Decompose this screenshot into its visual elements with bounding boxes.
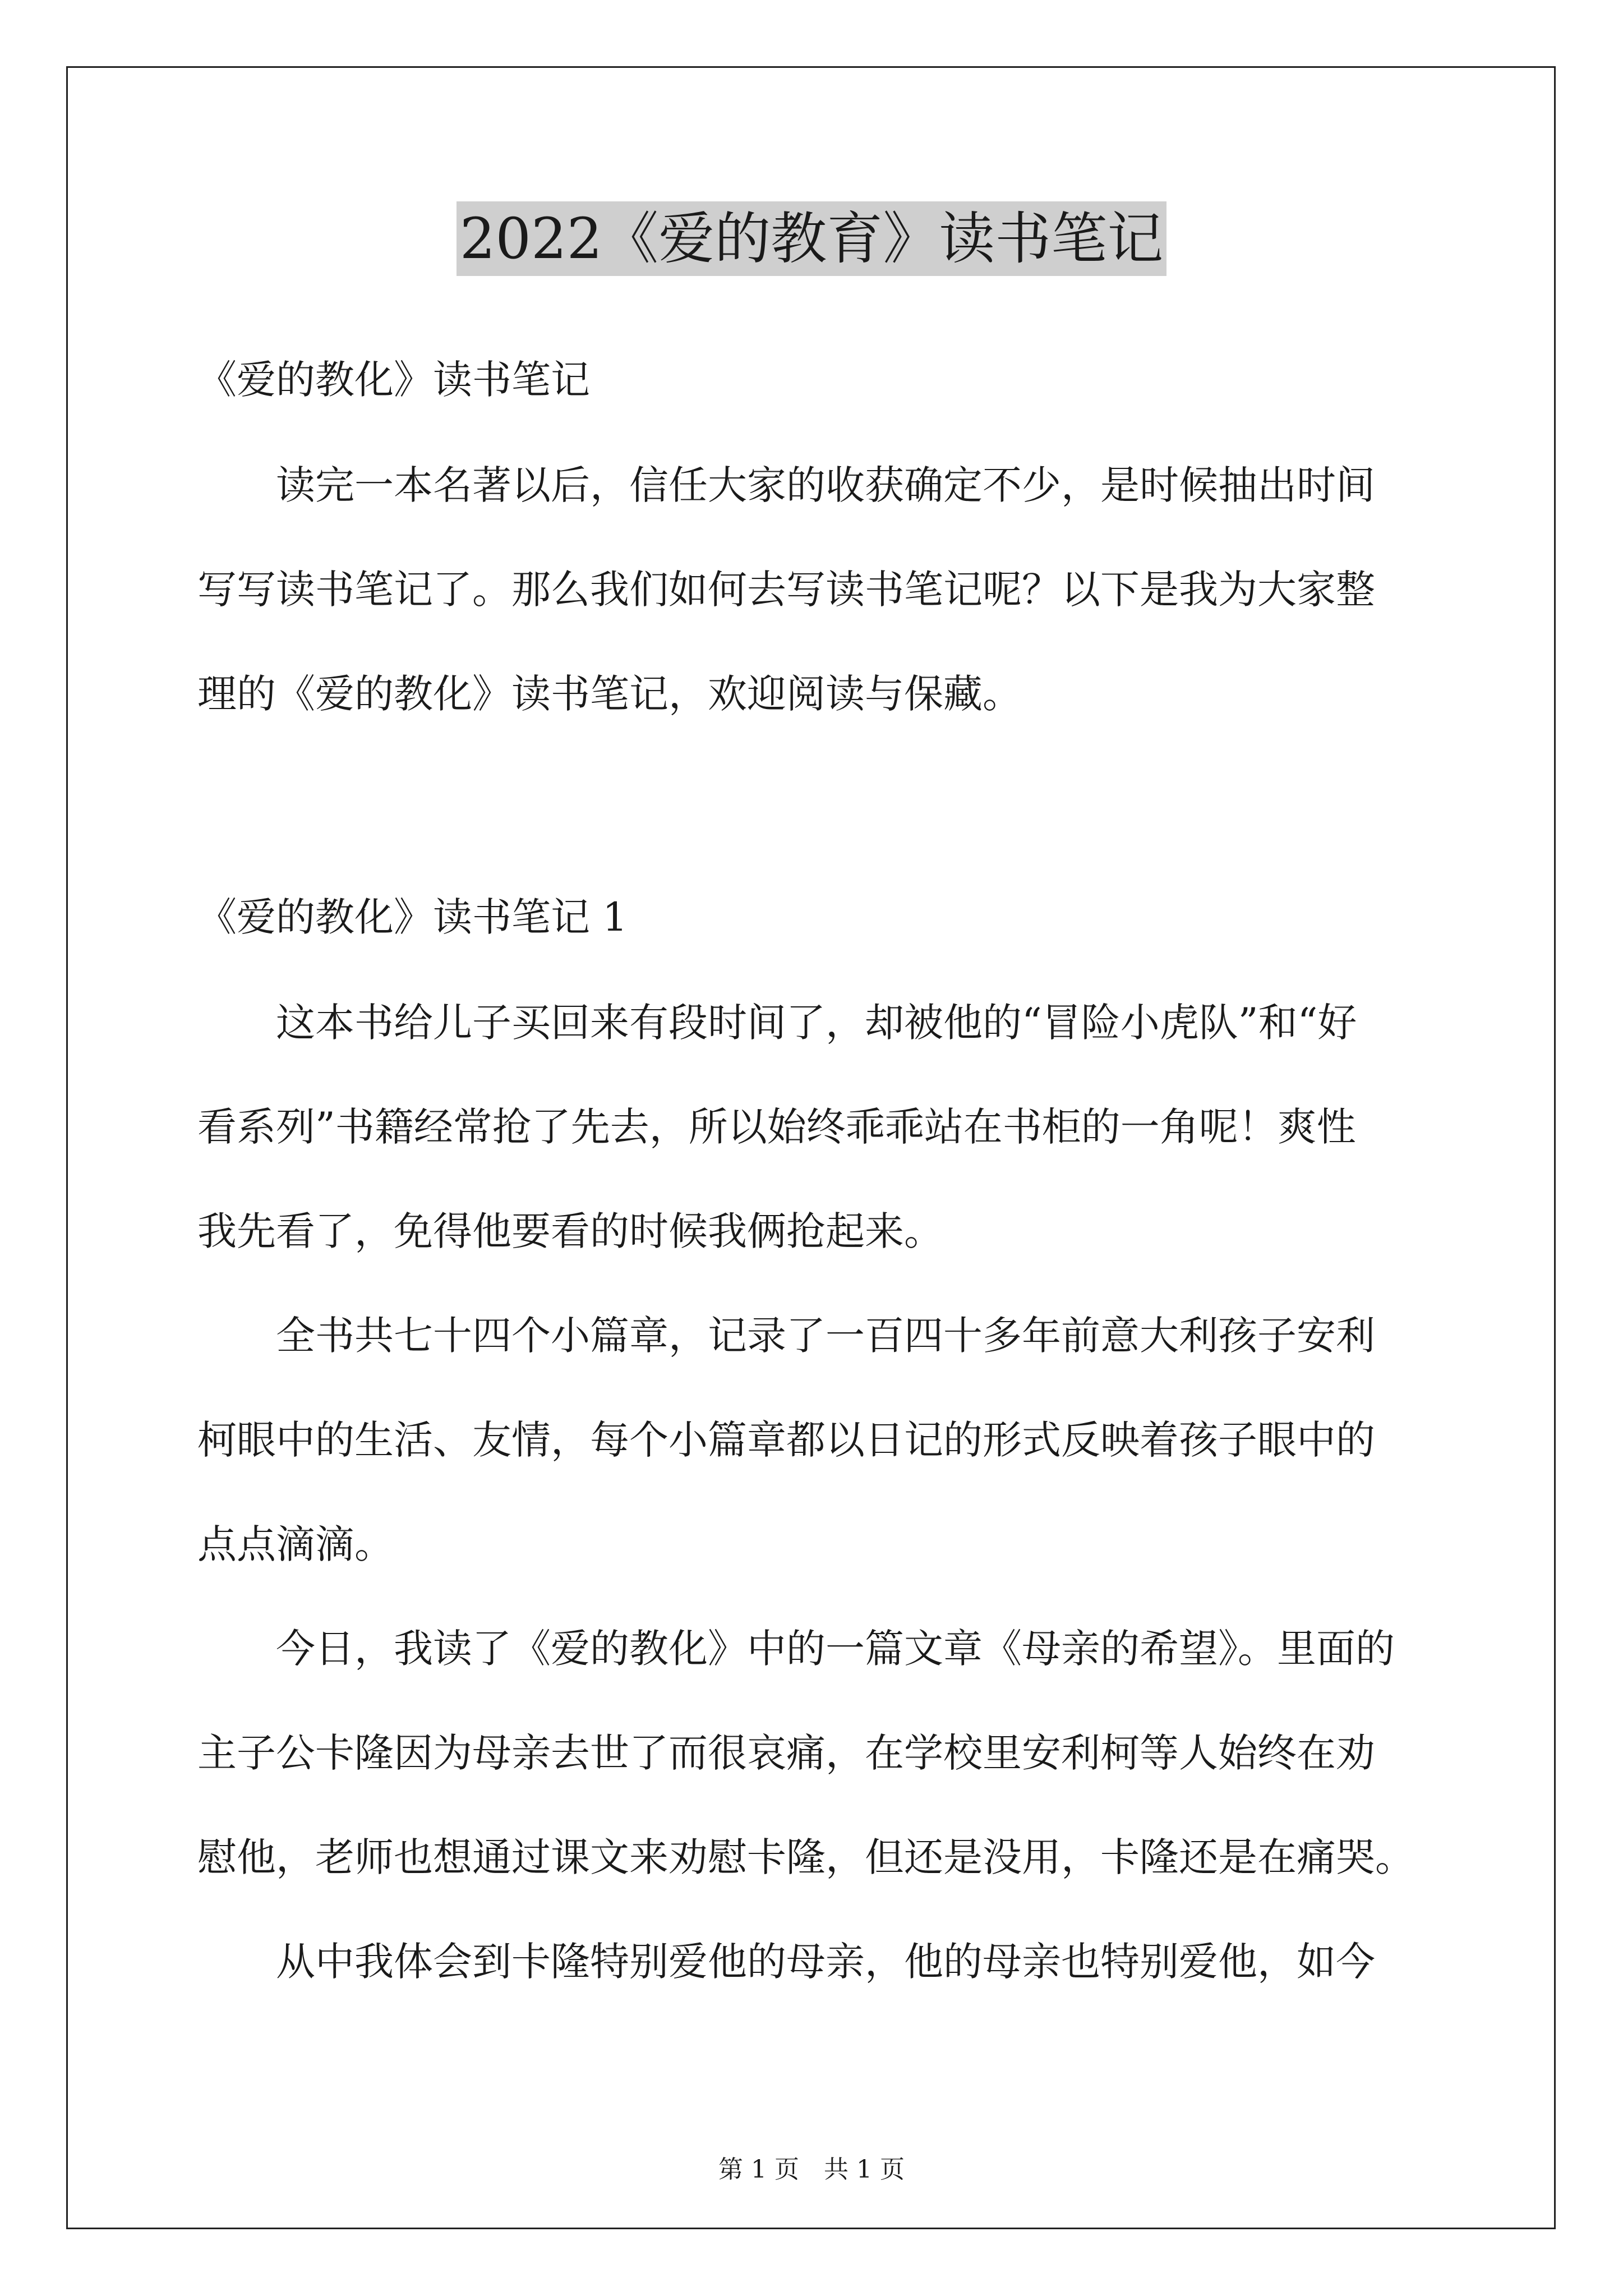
intro-line: 理的《爱的教化》读书笔记，欢迎阅读与保藏。 [197, 671, 1022, 717]
body-line: 我先看了，免得他要看的时候我俩抢起来。 [197, 1208, 943, 1254]
body-line: 主子公卡隆因为母亲去世了而很哀痛，在学校里安利柯等人始终在劝 [197, 1730, 1375, 1776]
body-line: 慰他，老师也想通过课文来劝慰卡隆，但还是没用，卡隆还是在痛哭。 [197, 1834, 1414, 1880]
intro-line: 写写读书笔记了。那么我们如何去写读书笔记呢？以下是我为大家整 [197, 567, 1375, 613]
body-line: 这本书给儿子买回来有段时间了，却被他的“冒险小虎队”和“好 [197, 1000, 1357, 1046]
body-line: 今日，我读了《爱的教化》中的一篇文章《母亲的希望》。里面的 [197, 1626, 1395, 1672]
document-title-text: 2022《爱的教育》读书笔记 [457, 201, 1167, 276]
section-heading-intro: 《爱的教化》读书笔记 [197, 357, 590, 403]
body-line: 点点滴滴。 [197, 1521, 394, 1567]
body-line: 全书共七十四个小篇章，记录了一百四十多年前意大利孩子安利 [197, 1313, 1375, 1359]
body-line: 柯眼中的生活、友情，每个小篇章都以日记的形式反映着孩子眼中的 [197, 1417, 1375, 1463]
body-line: 从中我体会到卡隆特别爱他的母亲，他的母亲也特别爱他，如今 [197, 1939, 1375, 1985]
page-footer: 第 1 页 共 1 页 [718, 2155, 905, 2184]
intro-line: 读完一本名著以后，信任大家的收获确定不少，是时候抽出时间 [197, 462, 1375, 508]
body-line: 看系列”书籍经常抢了先去，所以始终乖乖站在书柜的一角呢！爽性 [197, 1104, 1356, 1150]
document-title [0, 200, 1623, 278]
section-heading-note-1: 《爱的教化》读书笔记 1 [197, 894, 628, 940]
